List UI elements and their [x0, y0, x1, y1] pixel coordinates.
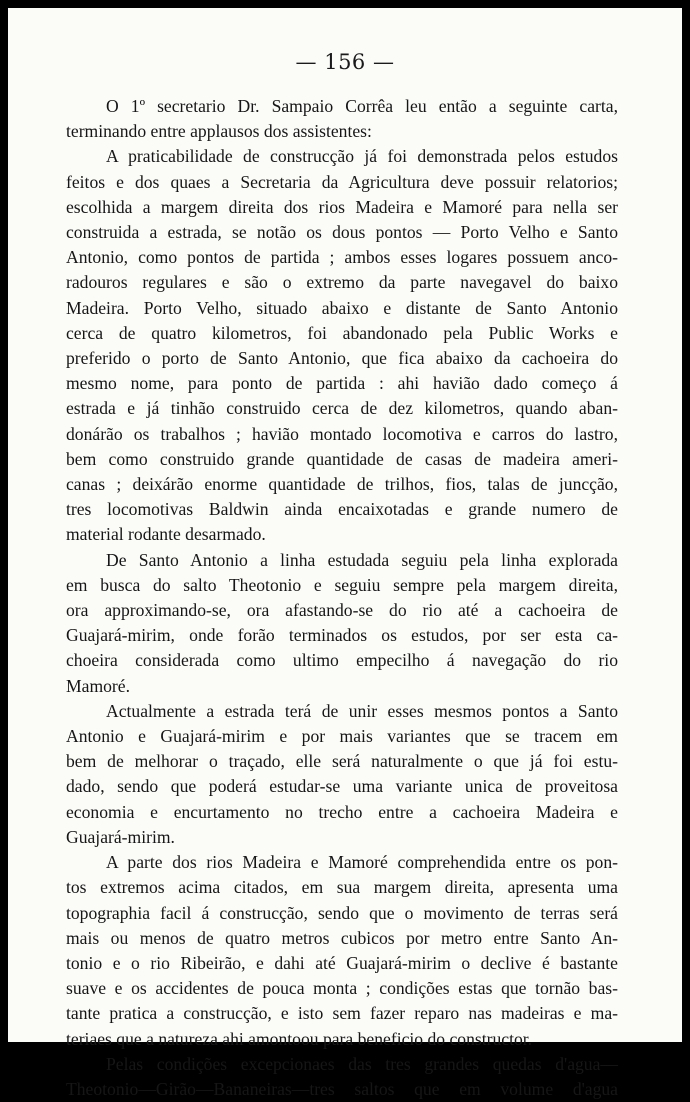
- paragraph: [66, 94, 618, 144]
- text-line: Guajará-mirim, onde forão terminados os estudos, por ser esta ca-: [66, 625, 618, 646]
- text-line: ora approximando-se, ora afastando-se do rio até a cachoeira de: [66, 600, 618, 621]
- text-line: mesmo nome, para ponto de partida : ahi havião dado começo á: [66, 373, 618, 394]
- text-line: bem como construido grande quantidade de casas de madeira ameri-: [66, 448, 618, 469]
- text-line: cerca de quatro kilometros, foi abandonado pela Public Works e: [66, 322, 618, 343]
- paragraph: [66, 699, 618, 850]
- text-line: topographia facil á construcção, sendo que o movimento de terras será: [66, 902, 618, 923]
- text-line: feitos e dos quaes a Secretaria da Agricultura deve possuir relatorios;: [66, 171, 618, 192]
- text-line: Antonio, como pontos de partida ; ambos esses logares possuem anco-: [66, 247, 618, 268]
- text-line: Guajará-mirim.: [66, 826, 175, 847]
- text-line: Theotonio—Girão—Bananeiras—tres saltos que em volume d'agua: [66, 1078, 618, 1099]
- text-line: teriaes que a natureza ahi amontoou para beneficio do constructor.: [66, 1028, 533, 1049]
- text-line: radouros regulares e são o extremo da parte navegavel do baixo: [66, 272, 618, 293]
- text-line: canas ; deixárão enorme quantidade de trilhos, fios, talas de juncção,: [66, 474, 618, 495]
- text-line: material rodante desarmado.: [66, 524, 266, 545]
- text-line: bem de melhorar o traçado, elle será naturalmente o que já foi estu-: [66, 751, 618, 772]
- paragraph: [66, 548, 618, 699]
- text-line: terminando entre applausos dos assistentes:: [66, 121, 372, 142]
- text-line: tos extremos acima citados, em sua margem direita, apresenta uma: [66, 877, 618, 898]
- text-line: escolhida a margem direita dos rios Madeira e Mamoré para nella ser: [66, 196, 618, 217]
- page-number: — 156 —: [295, 50, 395, 74]
- text-line: Pelas condições excepcionaes das tres grandes quedas d'agua—: [106, 1053, 618, 1074]
- text-line: em busca do salto Theotonio e seguiu sempre pela margem direita,: [66, 574, 618, 595]
- body-text: [66, 94, 618, 1102]
- text-line: Antonio e Guajará-mirim e por mais variantes que se tracem em: [66, 726, 618, 747]
- text-line: preferido o porto de Santo Antonio, que fica abaixo da cachoeira do: [66, 348, 618, 369]
- text-line: A praticabilidade de construcção já foi demonstrada pelos estudos: [106, 146, 618, 167]
- text-line: tonio e o rio Ribeirão, e dahi até Guajará-mirim o declive é bastante: [66, 952, 618, 973]
- text-line: estrada e já tinhão construido cerca de dez kilometros, quando aban-: [66, 398, 618, 419]
- text-line: tres locomotivas Baldwin ainda encaixotadas e grande numero de: [66, 499, 618, 520]
- paragraph: [66, 144, 618, 547]
- text-line: Mamoré.: [66, 675, 131, 696]
- text-line: Actualmente a estrada terá de unir esses mesmos pontos a Santo: [106, 700, 618, 721]
- text-line: O 1º secretario Dr. Sampaio Corrêa leu então a seguinte carta,: [106, 96, 618, 116]
- text-line: Madeira. Porto Velho, situado abaixo e distante de Santo Antonio: [66, 297, 618, 318]
- text-line: mais ou menos de quatro metros cubicos por metro entre Santo An-: [66, 927, 618, 948]
- paragraph: [66, 1052, 618, 1102]
- text-line: donárão os trabalhos ; havião montado locomotiva e carros do lastro,: [66, 423, 618, 444]
- text-line: construida a estrada, se notão os dous pontos — Porto Velho e Santo: [66, 222, 618, 243]
- text-line: suave e os accidentes de pouca monta ; condições estas que tornão bas-: [66, 978, 618, 999]
- text-line: dado, sendo que poderá estudar-se uma variante unica de proveitosa: [66, 776, 618, 797]
- text-line: economia e encurtamento no trecho entre a cachoeira Madeira e: [66, 801, 618, 822]
- text-line: tante pratica a construcção, e isto sem fazer reparo nas madeiras e ma-: [66, 1003, 618, 1024]
- paragraph: [66, 850, 618, 1052]
- text-line: choeira considerada como ultimo empecilho á navegação do rio: [66, 650, 618, 671]
- text-line: De Santo Antonio a linha estudada seguiu pela linha explorada: [106, 549, 618, 570]
- text-line: A parte dos rios Madeira e Mamoré comprehendida entre os pon-: [106, 852, 618, 873]
- document-page: [8, 8, 682, 1099]
